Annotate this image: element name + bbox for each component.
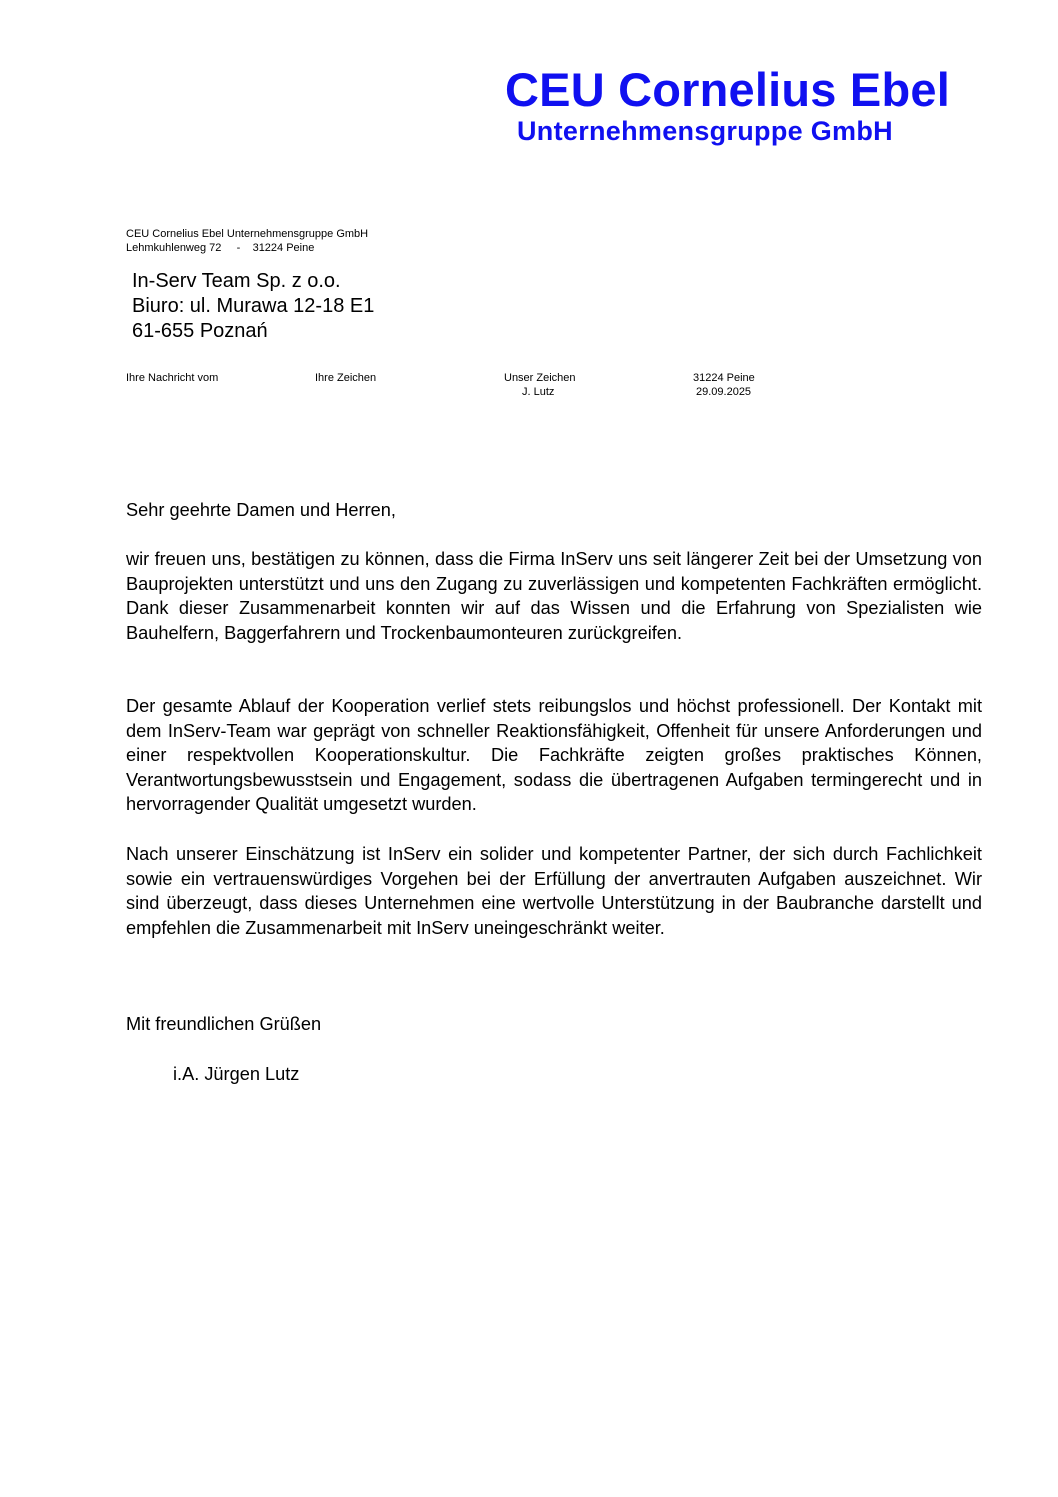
place: 31224 Peine bbox=[693, 372, 755, 384]
closing: Mit freundlichen Grüßen bbox=[126, 1014, 322, 1034]
paragraph-3 bbox=[126, 842, 982, 940]
recipient-line-3: 61-655 Poznań bbox=[132, 320, 268, 342]
recipient-line-2: Biuro: ul. Murawa 12-18 E1 bbox=[132, 295, 375, 317]
signature: i.A. Jürgen Lutz bbox=[173, 1064, 300, 1084]
paragraph-2 bbox=[126, 694, 982, 817]
unser-zeichen-value: J. Lutz bbox=[522, 386, 555, 398]
salutation: Sehr geehrte Damen und Herren, bbox=[126, 500, 396, 520]
ihre-zeichen-label: Ihre Zeichen bbox=[315, 372, 377, 384]
sender-address: Lehmkuhlenweg 72 - 31224 Peine bbox=[126, 242, 315, 254]
sender-company: CEU Cornelius Ebel Unternehmensgruppe GmbH bbox=[126, 228, 369, 240]
company-name: CEU Cornelius Ebel bbox=[505, 63, 950, 116]
date: 29.09.2025 bbox=[696, 386, 752, 398]
recipient-line-1: In-Serv Team Sp. z o.o. bbox=[132, 270, 341, 292]
paragraph-2-text: Der gesamte Ablauf der Kooperation verlief stets reibungslos und höchst professionell. Der Kontakt mit dem InServ-Team war geprägt von schneller Reaktionsfähigkeit, Offenheit für unsere Anforderungen und einer respektvollen Kooperationskultur. Die Fachkräfte zeigten großes praktisches Können, Verantwortungsbewusstsein und Engagement, sodass die übertragenen Aufgaben termingerecht und in hervorragender Qualität umgesetzt wurden. bbox=[126, 696, 982, 814]
paragraph-1 bbox=[126, 547, 982, 645]
company-subtitle: Unternehmensgruppe GmbH bbox=[517, 116, 893, 146]
paragraph-1-text: wir freuen uns, bestätigen zu können, dass die Firma InServ uns seit längerer Zeit bei der Umsetzung von Bauprojekten unterstützt und uns den Zugang zu zuverlässigen und kompetenten Fachkräften ermöglicht. Dank dieser Zusammenarbeit konnten wir auf das Wissen und die Erfahrung von Spezialisten wie Bauhelfern, Baggerfahrern und Trockenbaumonteuren zurückgreifen. bbox=[126, 549, 982, 643]
unser-zeichen-label: Unser Zeichen bbox=[504, 372, 576, 384]
ihre-nachricht-label: Ihre Nachricht vom bbox=[126, 372, 219, 384]
paragraph-3-text: Nach unserer Einschätzung ist InServ ein solider und kompetenter Partner, der sich durch Fachlichkeit sowie ein vertrauenswürdiges Vorgehen bei der Erfüllung der anvertrauten Aufgaben auszeichnet. Wir sind überzeugt, dass dieses Unternehmen eine wertvolle Unterstützung in der Baubranche darstellt und empfehlen die Zusammenarbeit mit InServ uneingeschränkt weiter. bbox=[126, 844, 982, 938]
